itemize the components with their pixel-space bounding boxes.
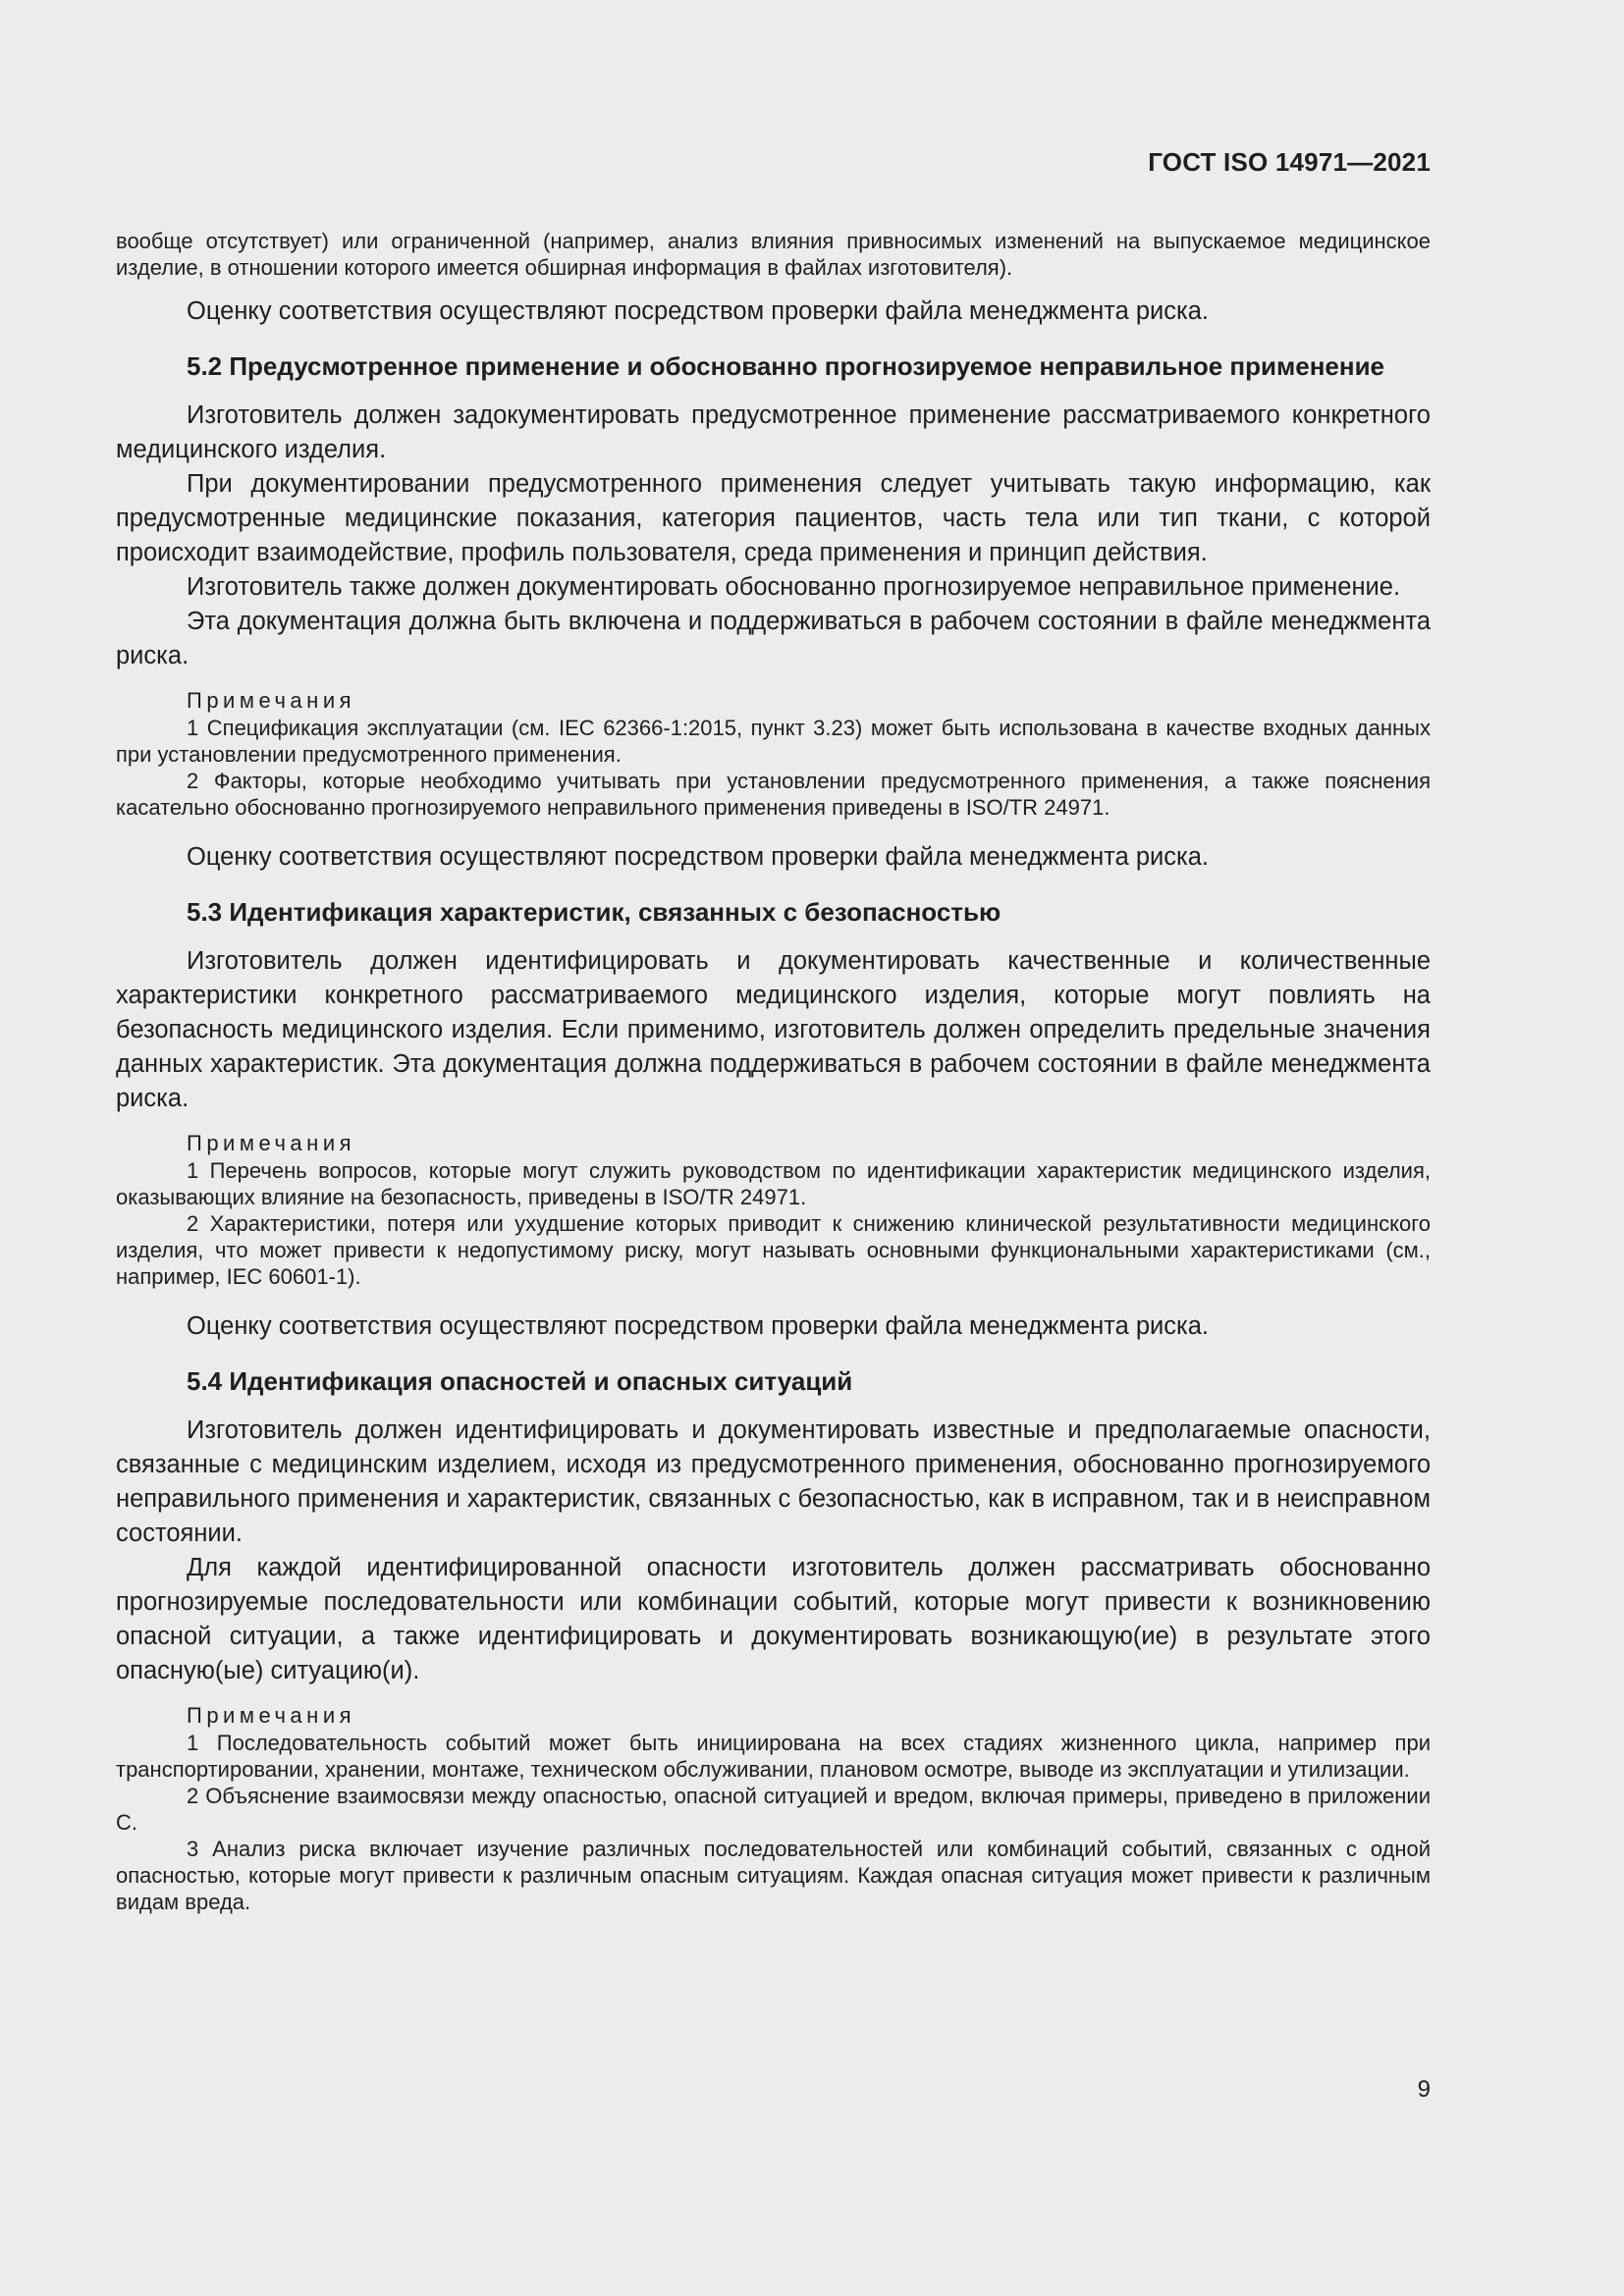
s53-note-2: 2 Характеристики, потеря или ухудшение которых приводит к снижению клинической результативности медицинского изделия, что может привести к недопустимому риску, могут называть основными функциональными характеристиками (см., например, IEC 60601-1). (116, 1211, 1431, 1289)
page-number: 9 (1417, 2076, 1431, 2103)
s54-note-2: 2 Объяснение взаимосвязи между опасностью, опасной ситуацией и вредом, включая примеры, приведено в приложении С. (116, 1784, 1431, 1835)
s52-note-1: 1 Спецификация эксплуатации (см. IEC 62366-1:2015, пункт 3.23) может быть использована в качестве входных данных при установлении предусмотренного применения. (116, 716, 1431, 767)
s52-note-2: 2 Факторы, которые необходимо учитывать при установлении предусмотренного применения, а также пояснения касательно обоснованно прогнозируемого неправильного применения приведены в ISO/TR 24971. (116, 769, 1431, 820)
s54-note-1: 1 Последовательность событий может быть инициирована на всех стадиях жизненного цикла, например при транспортировании, хранении, монтаже, техническом обслуживании, плановом осмотре, выводе из эксплуатации и утилизации. (116, 1731, 1431, 1782)
s52-paragraph-4: Эта документация должна быть включена и поддерживаться в рабочем состоянии в файле менеджмента риска. (116, 608, 1431, 669)
page-content (116, 228, 1431, 1915)
continued-paragraph: вообще отсутствует) или ограниченной (например, анализ влияния привносимых изменений на выпускаемое медицинское изделие, в отношении которого имеется обширная информация в файлах изготовителя). (116, 229, 1431, 280)
section-5-3-heading: 5.3 Идентификация характеристик, связанных с безопасностью (187, 897, 1001, 927)
s54-paragraph-1: Изготовитель должен идентифицировать и документировать известные и предполагаемые опасности, связанные с медицинским изделием, исходя из предусмотренного применения, обоснованно прогнозируемого неправильного применения и характеристик, связанных с безопасностью, как в исправном, так и в неисправном состоянии. (116, 1416, 1431, 1547)
s52-paragraph-2: При документировании предусмотренного применения следует учитывать такую информацию, как предусмотренные медицинские показания, категория пациентов, часть тела или тип ткани, с которой происходит взаимодействие, профиль пользователя, среда применения и принцип действия. (116, 470, 1431, 566)
section-5-4-heading: 5.4 Идентификация опасностей и опасных ситуаций (187, 1366, 853, 1396)
document-header: ГОСТ ISO 14971—2021 (1148, 147, 1431, 177)
s53-note-1: 1 Перечень вопросов, которые могут служить руководством по идентификации характеристик медицинского изделия, оказывающих влияние на безопасность, приведены в ISO/TR 24971. (116, 1158, 1431, 1209)
s54-paragraph-2: Для каждой идентифицированной опасности изготовитель должен рассматривать обоснованно прогнозируемые последовательности или комбинации событий, которые могут привести к возникновению опасной ситуации, а также идентифицировать и документировать возникающую(ие) в результате этого опасную(ые) ситуацию(и). (116, 1554, 1431, 1684)
s53-notes-title: Примечания (187, 1131, 356, 1155)
s52-paragraph-1: Изготовитель должен задокументировать предусмотренное применение рассматриваемого конкретного медицинского изделия. (116, 401, 1431, 463)
conformity-statement: Оценку соответствия осуществляют посредством проверки файла менеджмента риска. (187, 297, 1209, 325)
s52-conformity: Оценку соответствия осуществляют посредством проверки файла менеджмента риска. (187, 843, 1209, 871)
s52-paragraph-3: Изготовитель также должен документировать обоснованно прогнозируемое неправильное применение. (187, 573, 1401, 601)
section-5-2-heading: 5.2 Предусмотренное применение и обоснованно прогнозируемое неправильное применение (187, 351, 1385, 381)
s53-paragraph-1: Изготовитель должен идентифицировать и документировать качественные и количественные характеристики конкретного рассматриваемого медицинского изделия, которые могут повлиять на безопасность медицинского изделия. Если применимо, изготовитель должен определить предельные значения данных характеристик. Эта документация должна поддерживаться в рабочем состоянии в файле менеджмента риска. (116, 947, 1431, 1112)
s54-note-3: 3 Анализ риска включает изучение различных последовательностей или комбинаций событий, связанных с одной опасностью, которые могут привести к различным опасным ситуациям. Каждая опасная ситуация может привести к различным видам вреда. (116, 1837, 1431, 1914)
s53-conformity: Оценку соответствия осуществляют посредством проверки файла менеджмента риска. (187, 1312, 1209, 1340)
s54-notes-title: Примечания (187, 1703, 356, 1728)
s52-notes-title: Примечания (187, 688, 356, 713)
